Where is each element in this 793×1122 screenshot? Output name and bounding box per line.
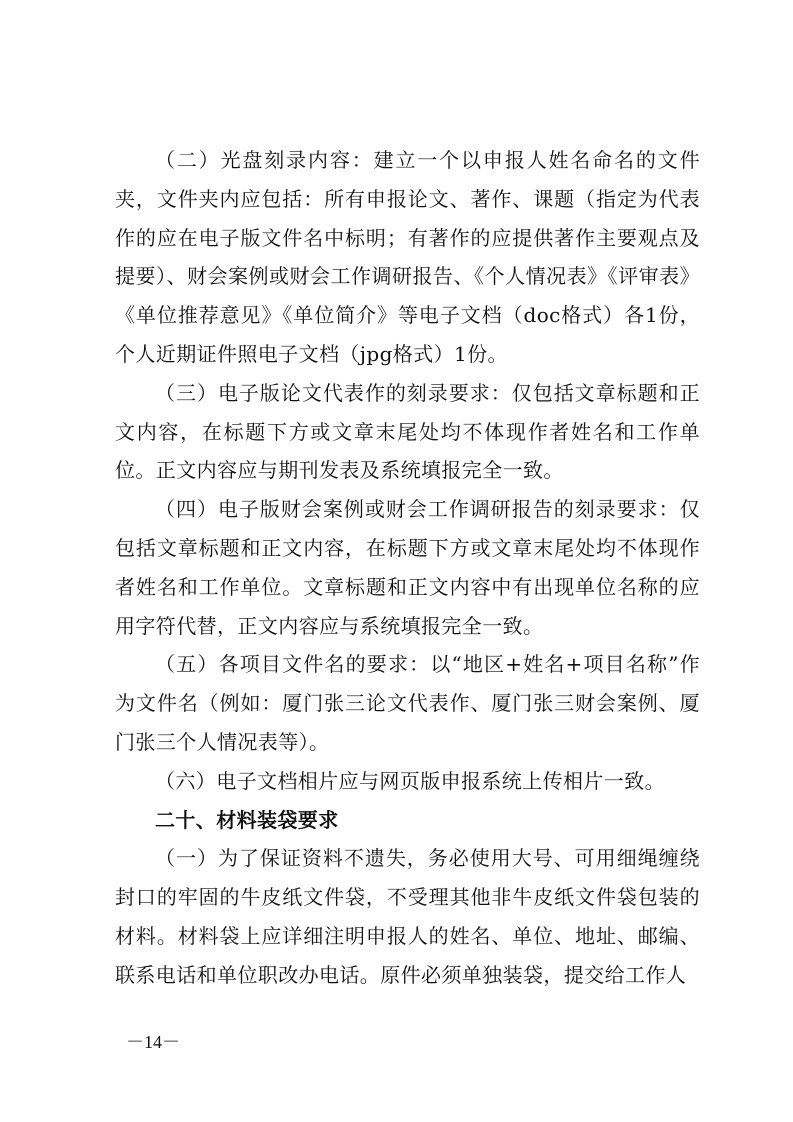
section-heading: 二十、材料装袋要求 <box>155 807 339 832</box>
paragraph-bagging-requirements: （一）为了保证资料不遗失，务必使用大号、可用细绳缠绕封口的牢固的牛皮纸文件袋，不受理其他非牛皮纸文件袋包装的材料。材料袋上应详细注明申报人的姓名、单位、地址、邮编、联系电话和单位职改办电话。原件必须单独装袋，提交给工作人 <box>115 846 700 987</box>
paragraph-disc-content: （二）光盘刻录内容：建立一个以申报人姓名命名的文件夹，文件夹内应包括：所有申报论文、著作、课题（指定为代表作的应在电子版文件名中标明；有著作的应提供著作主要观点及提要）、财会案例或财会工作调研报告、《个人情况表》《评审表》《单位推荐意见》《单位简介》等电子文档（doc格式）各1份，个人近期证件照电子文档（jpg格式）1份。 <box>115 148 700 366</box>
paragraph-case-requirements: （四）电子版财会案例或财会工作调研报告的刻录要求：仅包括文章标题和正文内容，在标题下方或文章末尾处均不体现作者姓名和工作单位。文章标题和正文内容中有出现单位名称的应用字符代替，正文内容应与系统填报完全一致。 <box>115 497 700 638</box>
document-body <box>115 141 700 995</box>
paragraph-paper-requirements: （三）电子版论文代表作的刻录要求：仅包括文章标题和正文内容，在标题下方或文章末尾处均不体现作者姓名和工作单位。正文内容应与期刊发表及系统填报完全一致。 <box>115 380 700 483</box>
paragraph-filename-requirements: （五）各项目文件名的要求：以“地区+姓名+项目名称”作为文件名（例如：厦门张三论文代表作、厦门张三财会案例、厦门张三个人情况表等）。 <box>115 652 700 754</box>
page-number: －14－ <box>126 1032 180 1052</box>
paragraph-photo-requirements: （六）电子文档相片应与网页版申报系统上传相片一致。 <box>155 768 665 793</box>
